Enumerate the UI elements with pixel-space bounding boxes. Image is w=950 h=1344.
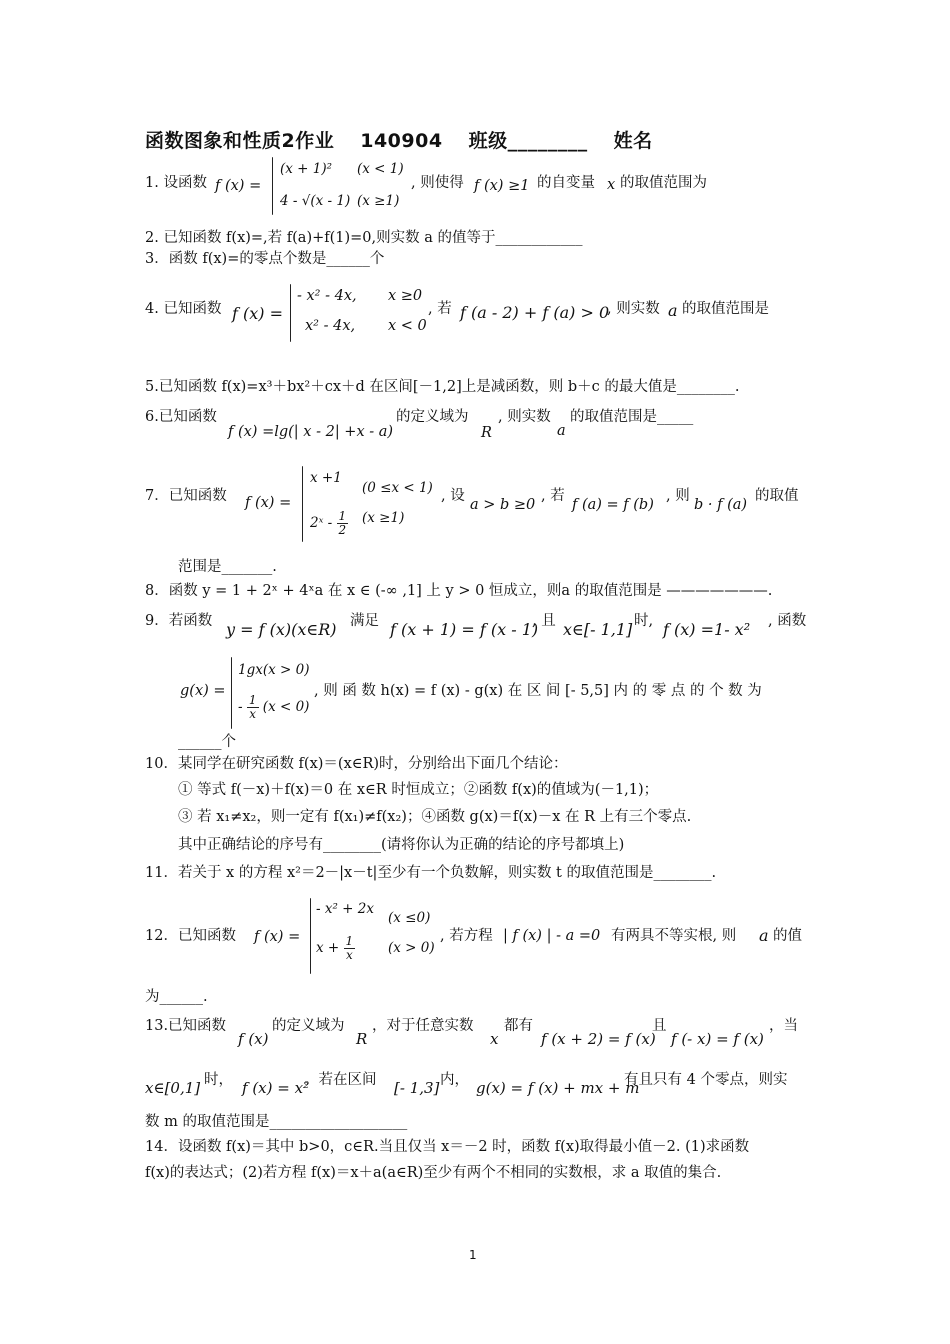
q7-piece2	[310, 510, 348, 537]
question-5: 5.已知函数 f(x)=x³＋bx²＋cx＋d 在区间[－1,2]上是减函数，则 b＋c 的最大值是________.	[145, 379, 740, 395]
q7-mid2: , 若	[541, 488, 565, 504]
q4-fx: f (x) =	[232, 304, 284, 323]
q9-line2-rest: , 则 函 数 h(x) = f (x) - g(x) 在 区 间 [- 5,5] 内 的 零 点 的 个 数 为	[314, 683, 762, 699]
q4-piece2: x² - 4x,	[305, 318, 356, 334]
q6-expr: f (x) =lg(| x - 2| +x - a)	[228, 424, 394, 440]
q13-line2-f: 内，	[440, 1072, 469, 1088]
q1-mid: , 则使得	[411, 175, 464, 191]
question-2: 2. 已知函数 f(x)=,若 f(a)+f(1)=0,则实数 a 的值等于____________	[145, 230, 583, 246]
q12-piece2	[316, 935, 355, 962]
q7-mid3: , 则	[666, 488, 690, 504]
q7-fx: f (x) =	[245, 495, 292, 511]
q13-line3: 数 m 的取值范围是___________________	[145, 1114, 408, 1130]
name-label: 姓名	[613, 130, 653, 152]
q4-brace	[290, 284, 291, 342]
q9-frac-den: x	[249, 707, 257, 722]
q7-frac-num: 1	[338, 509, 347, 523]
q12-piece1: - x² + 2x	[316, 901, 374, 917]
q13-mid3: 都有	[504, 1018, 533, 1034]
q4-ineq: f (a - 2) + f (a) > 0	[460, 303, 610, 322]
q9-g-piece1: 1gx(x > 0)	[238, 662, 310, 678]
q9-expr1: y = f (x)(x∈R)	[226, 620, 337, 639]
q12-mid: , 若方程	[440, 928, 493, 944]
q1-cond1: (x < 1)	[357, 161, 404, 177]
q1-fx: f (x) =	[215, 178, 262, 194]
q12-cond1: (x ≤0)	[388, 910, 431, 926]
q13-prefix: 13.已知函数	[145, 1018, 227, 1034]
q7-cond1: (0 ≤x < 1)	[362, 480, 433, 496]
q7-brace	[302, 466, 303, 542]
q12-piece2a: x +	[316, 940, 340, 957]
q12-fraction	[344, 935, 356, 962]
q6-var1: R	[481, 425, 492, 441]
q9-line3: ______个	[178, 734, 236, 750]
q9-brace	[231, 657, 232, 729]
q4-cond1: x ≥0	[388, 288, 423, 304]
question-8: 8．函数 y = 1 + 2ˣ + 4ˣa 在 x ∈ (-∞ ,1] 上 y > 0 恒成立，则a 的取值范围是 ———————.	[145, 583, 773, 599]
q13-mid1: 的定义域为	[272, 1018, 345, 1034]
q9-mid2: , 且	[532, 613, 556, 629]
q7-prefix: 7．已知函数	[145, 488, 227, 504]
q4-piece1: - x² - 4x,	[297, 288, 357, 304]
q13-var2: x	[490, 1030, 499, 1048]
q14-line2: f(x)的表达式；(2)若方程 f(x)＝x＋a(a∈R)至少有两个不相同的实数根，求 a 取值的集合.	[145, 1165, 722, 1181]
q12-frac-den: x	[345, 948, 353, 963]
q4-end: 的取值范围是	[682, 301, 769, 317]
q1-var: x	[607, 177, 616, 193]
q12-cond2: (x > 0)	[388, 940, 435, 956]
page-title	[145, 126, 679, 153]
q1-piece1: (x + 1)²	[280, 161, 333, 177]
q7-cond2: (x ≥1)	[362, 510, 405, 526]
title-main: 函数图象和性质2作业	[145, 130, 335, 152]
q13-mid2: ，对于任意实数	[372, 1018, 474, 1034]
q1-piece2: 4 - √(x - 1)	[280, 193, 351, 209]
q6-mid2: , 则实数	[498, 409, 551, 425]
question-11: 11．若关于 x 的方程 x²＝2－|x－t|至少有一个负数解，则实数 t 的取值范围是________.	[145, 865, 717, 881]
q12-prefix: 12．已知函数	[145, 928, 236, 944]
q6-end: 的取值范围是_____	[570, 409, 694, 425]
q12-brace	[310, 898, 311, 974]
q12-eq: | f (x) | - a =0	[503, 928, 601, 944]
q10-line2: ① 等式 f(－x)＋f(x)＝0 在 x∈R 时恒成立；②函数 f(x)的值域为(－1,1)；	[178, 782, 659, 798]
q7-eq: f (a) = f (b)	[572, 497, 654, 513]
q13-line2-b: 时，	[204, 1072, 233, 1088]
q6-var2: a	[557, 423, 566, 439]
q7-mid: , 设	[441, 488, 465, 504]
q7-fraction	[337, 510, 349, 537]
q9-expr4: f (x) =1- x²	[663, 620, 751, 639]
q7-piece1: x +1	[310, 470, 342, 486]
q12-fx: f (x) =	[254, 929, 301, 945]
q7-expr: b · f (a)	[694, 497, 748, 513]
q9-g-fx: g(x) =	[180, 683, 226, 699]
q9-g-piece2	[238, 694, 309, 721]
q1-prefix: 1. 设函数	[145, 175, 207, 191]
q12-line2: 为______.	[145, 989, 208, 1005]
q10-line4: 其中正确结论的序号有________(请将你认为正确的结论的序号都填上)	[178, 837, 625, 853]
q6-mid: 的定义域为	[396, 409, 469, 425]
q9-expr2: f (x + 1) = f (x - 1)	[390, 620, 539, 639]
q13-eq2: f (- x) = f (x)	[671, 1030, 764, 1048]
q13-mid4: 且	[652, 1018, 667, 1034]
q9-mid3: 时,	[634, 613, 654, 629]
q9-g-piece2a: -	[238, 699, 243, 716]
q9-fraction	[247, 694, 259, 721]
q13-eq1: f (x + 2) = f (x)	[541, 1030, 656, 1048]
q12-frac-num: 1	[345, 934, 354, 948]
q12-end2: 的值	[773, 928, 802, 944]
q13-line2-c: f (x) = x²	[242, 1079, 310, 1097]
q13-line2-d: 。若在区间	[304, 1072, 377, 1088]
q13-line2-e: [- 1,3]	[394, 1079, 440, 1097]
q1-ineq: f (x) ≥1	[474, 178, 530, 194]
q12-var: a	[759, 926, 769, 945]
q7-cond: a > b ≥0	[470, 497, 536, 513]
q1-brace	[272, 157, 273, 215]
q13-var1: R	[356, 1030, 368, 1048]
q7-piece2a: 2ˣ -	[310, 515, 333, 532]
q7-end: 的取值	[755, 488, 799, 504]
q13-end1: ，当	[769, 1018, 798, 1034]
q4-prefix: 4. 已知函数	[145, 301, 222, 317]
question-3: 3．函数 f(x)=的零点个数是______个	[145, 251, 385, 267]
q13-line2-h: 有且只有 4 个零点，则实	[624, 1072, 788, 1088]
q1-suffix: 的自变量	[537, 175, 595, 191]
q9-mid1: 满足	[350, 613, 379, 629]
q1-end: 的取值范围为	[620, 175, 707, 191]
q4-var: a	[668, 301, 678, 320]
q4-mid: , 若	[428, 301, 452, 317]
q13-line2-a: x∈[0,1]	[145, 1079, 201, 1097]
class-label: 班级________	[468, 130, 588, 152]
q12-end: 有两具不等实根, 则	[611, 928, 737, 944]
page-number: 1	[469, 1248, 477, 1262]
q9-g-piece2b: (x < 0)	[262, 699, 310, 716]
q9-frac-num: 1	[248, 693, 257, 707]
title-code: 140904	[360, 130, 443, 152]
q9-prefix: 9．若函数	[145, 613, 213, 629]
q14-line1: 14．设函数 f(x)＝其中 b>0，c∈R.当且仅当 x＝－2 时，函数 f(x)取得最小值－2. (1)求函数	[145, 1139, 750, 1155]
q9-expr3: x∈[- 1,1]	[563, 620, 633, 639]
q7-line2: 范围是_______.	[178, 559, 277, 575]
q13-fx: f (x)	[238, 1030, 269, 1048]
q13-line2-g: g(x) = f (x) + mx + m	[476, 1079, 640, 1097]
q7-frac-den: 2	[338, 523, 347, 538]
q6-prefix: 6.已知函数	[145, 409, 217, 425]
q4-suffix: , 则实数	[607, 301, 660, 317]
q9-end: , 函数	[768, 613, 807, 629]
q10-line3: ③ 若 x₁≠x₂，则一定有 f(x₁)≠f(x₂)；④函数 g(x)＝f(x)－x 在 R 上有三个零点.	[178, 809, 692, 825]
q10-line1: 10．某同学在研究函数 f(x)＝(x∈R)时，分别给出下面几个结论：	[145, 756, 568, 772]
q4-cond2: x < 0	[388, 318, 427, 334]
q1-cond2: (x ≥1)	[357, 193, 400, 209]
